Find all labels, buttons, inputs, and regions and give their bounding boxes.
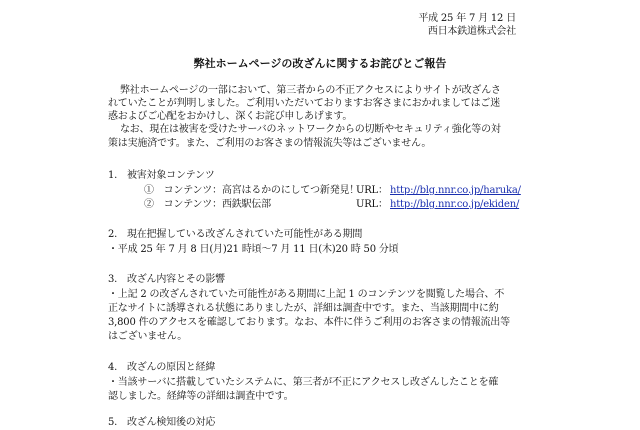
body-line: はございません。 xyxy=(108,331,187,342)
body-line: 3,800 件のアクセスを確認しております。なお、本件に伴うご利用のお客さまの情報流出等 xyxy=(108,317,510,328)
company-name: 西日本鉄道株式会社 xyxy=(427,26,516,37)
period-line: ・平成 25 年 7 月 8 日(月)21 時頃〜7 月 11 日(木)20 時 50 分頃 xyxy=(108,244,399,255)
intro-line: 弊社ホームページの一部において、第三者からの不正アクセスによりサイトが改ざんさ xyxy=(120,85,501,96)
section-heading: 5. 改ざん検知後の対応 xyxy=(108,417,216,428)
intro-line: なお、現在は被害を受けたサーバのネットワークからの切断やセキュリティ強化等の対 xyxy=(120,124,501,135)
document-date: 平成 25 年 7 月 12 日 xyxy=(418,13,516,24)
url-label: URL： xyxy=(356,199,388,210)
section-heading: 3. 改ざん内容とその影響 xyxy=(108,274,225,285)
body-line: 認しました。経緯等の詳細は調査中です。 xyxy=(108,391,294,402)
section-heading: 4. 改ざんの原因と経緯 xyxy=(108,362,216,373)
intro-line: 惑およびご心配をおかけし、深くお詫び申しあげます。 xyxy=(108,111,353,122)
body-line: ・上記 2 の改ざんされていた可能性がある期間に上記 1 のコンテンツを閲覧した場合、不 xyxy=(108,289,505,300)
haruka-link[interactable]: http://blg.nnr.co.jp/haruka/ xyxy=(390,185,521,196)
url-label: URL： xyxy=(356,185,388,196)
section-heading: 2. 現在把握している改ざんされていた可能性がある期間 xyxy=(108,229,363,240)
intro-line: 策は実施済です。また、ご利用のお客さまの情報流失等はございません。 xyxy=(108,138,432,149)
ekiden-link[interactable]: http://blg.nnr.co.jp/ekiden/ xyxy=(390,199,520,210)
content-item-label: ① コンテンツ：高宮はるかのにしてつ新発見！ xyxy=(144,185,360,196)
intro-line: れていたことが判明しました。ご利用いただいておりますお客さまにおかれましてはご迷 xyxy=(108,98,500,109)
document-title: 弊社ホームページの改ざんに関するお詫びとご報告 xyxy=(193,57,447,70)
body-line: 正なサイトに誘導される状態にありましたが、詳細は調査中です。また、当該期間中に約 xyxy=(108,303,499,314)
body-line: ・当該サーバに搭載していたシステムに、第三者が不正にアクセスし改ざんしたことを確 xyxy=(108,377,499,388)
section-heading: 1. 被害対象コンテンツ xyxy=(108,170,215,181)
content-item-label: ② コンテンツ：西鉄駅伝部 xyxy=(144,199,271,210)
